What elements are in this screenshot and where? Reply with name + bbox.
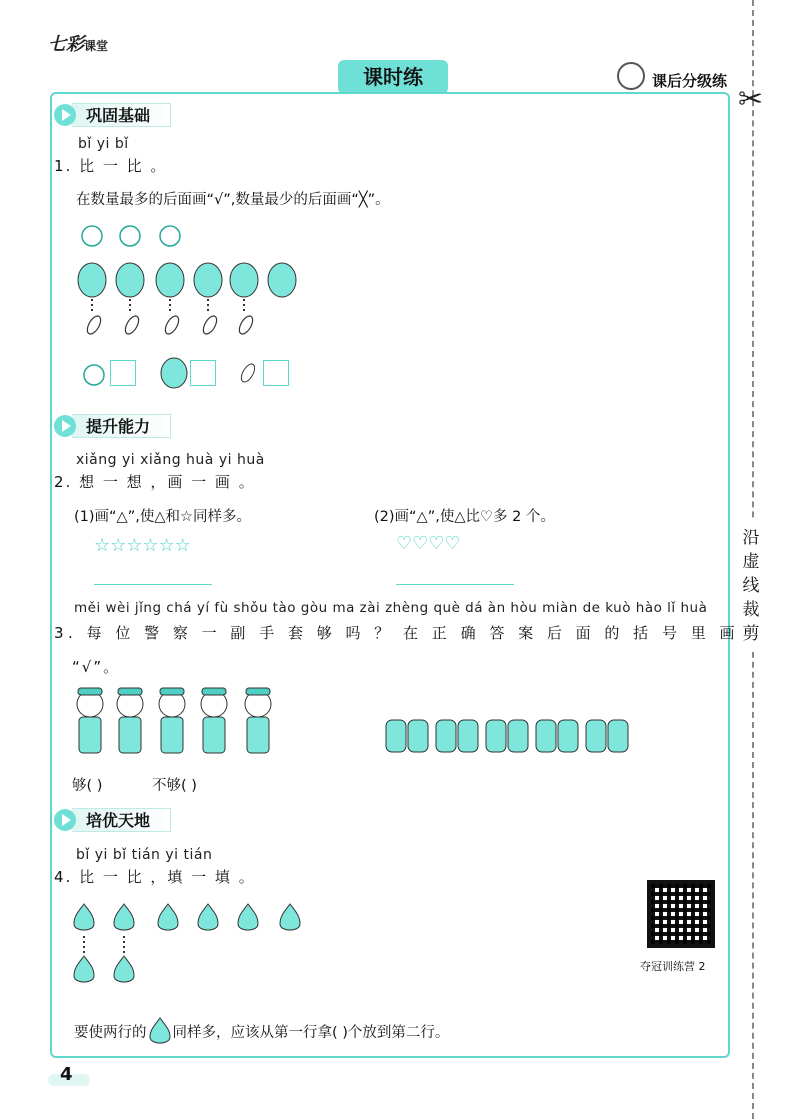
q1-pinyin: bǐ yi bǐ [78,136,129,152]
q3-pinyin: měi wèi jǐng chá yí fù shǒu tào gòu ma zài zhèng què dá àn hòu miàn de kuò hào lǐ huà [74,600,708,616]
q4-pinyin: bǐ yi bǐ tián yi tián [76,847,213,863]
section-header-basic: 巩固基础 [54,103,171,127]
scissors-icon: ✂ [738,82,764,117]
q4-sentence: 要使两行的 同样多，应该从第一行拿( )个放到第二行。 [74,1016,449,1046]
answer-box-cabbage[interactable] [190,360,216,386]
tomato-icon [82,226,180,246]
q4-title: 4. 比 一 比 ，填 一 填 。 [54,868,256,886]
play-icon [54,809,76,831]
q3-enough-option[interactable]: 够( ) [72,778,103,794]
answer-box-tomato[interactable] [110,360,136,386]
police-officer-icon [77,691,271,753]
q3-not-enough-option[interactable]: 不够( ) [152,778,197,794]
q2-pinyin: xiǎng yi xiǎng huà yi huà [76,452,265,468]
cabbage-icon [78,263,296,297]
pear-icon [74,904,300,982]
q3-title: 3. 每 位 警 察 一 副 手 套 够 吗 ？ 在 正 确 答 案 后 面 的 括 号 里 画 [54,624,739,642]
section-header-ability: 提升能力 [54,414,171,438]
page-title: 课时练 [338,60,448,94]
section-header-advanced: 培优天地 [54,808,171,832]
play-icon [54,415,76,437]
cut-instruction: 沿虚线裁剪 [740,520,762,652]
pear-icon [147,1016,173,1046]
q3-title-end: “√”。 [72,658,121,676]
glove-icon [386,720,628,752]
qr-label: 夺冠训练营 2 [640,960,706,973]
qr-code[interactable] [647,880,715,948]
answer-box-eggplant[interactable] [263,360,289,386]
eggplant-icon [85,314,256,336]
q2-answer-line-2[interactable] [396,584,514,585]
q2-hearts: ♡♡♡♡ [396,533,461,554]
play-icon [54,104,76,126]
q3-glove-pairs [384,712,634,757]
q2-part1: (1)画“△”,使△和☆同样多。 [74,509,251,525]
brand-logo: 七彩课堂 [48,34,109,55]
q3-police-figures [68,682,298,762]
q2-answer-line-1[interactable] [94,584,212,585]
page-number: 4 [60,1064,73,1085]
q2-stars: ☆☆☆☆☆☆ [94,535,191,556]
q1-title: 1. 比 一 比 。 [54,157,168,175]
q2-part2: (2)画“△”,使△比♡多 2 个。 [374,509,555,525]
clock-icon [617,62,645,90]
grade-label: 课后分级练 [652,72,728,90]
q1-instruction: 在数量最多的后面画“√”,数量最少的后面画“╳”。 [76,192,390,208]
q2-title: 2. 想 一 想 ，画 一 画 。 [54,473,256,491]
q4-pear-figure [68,898,308,993]
